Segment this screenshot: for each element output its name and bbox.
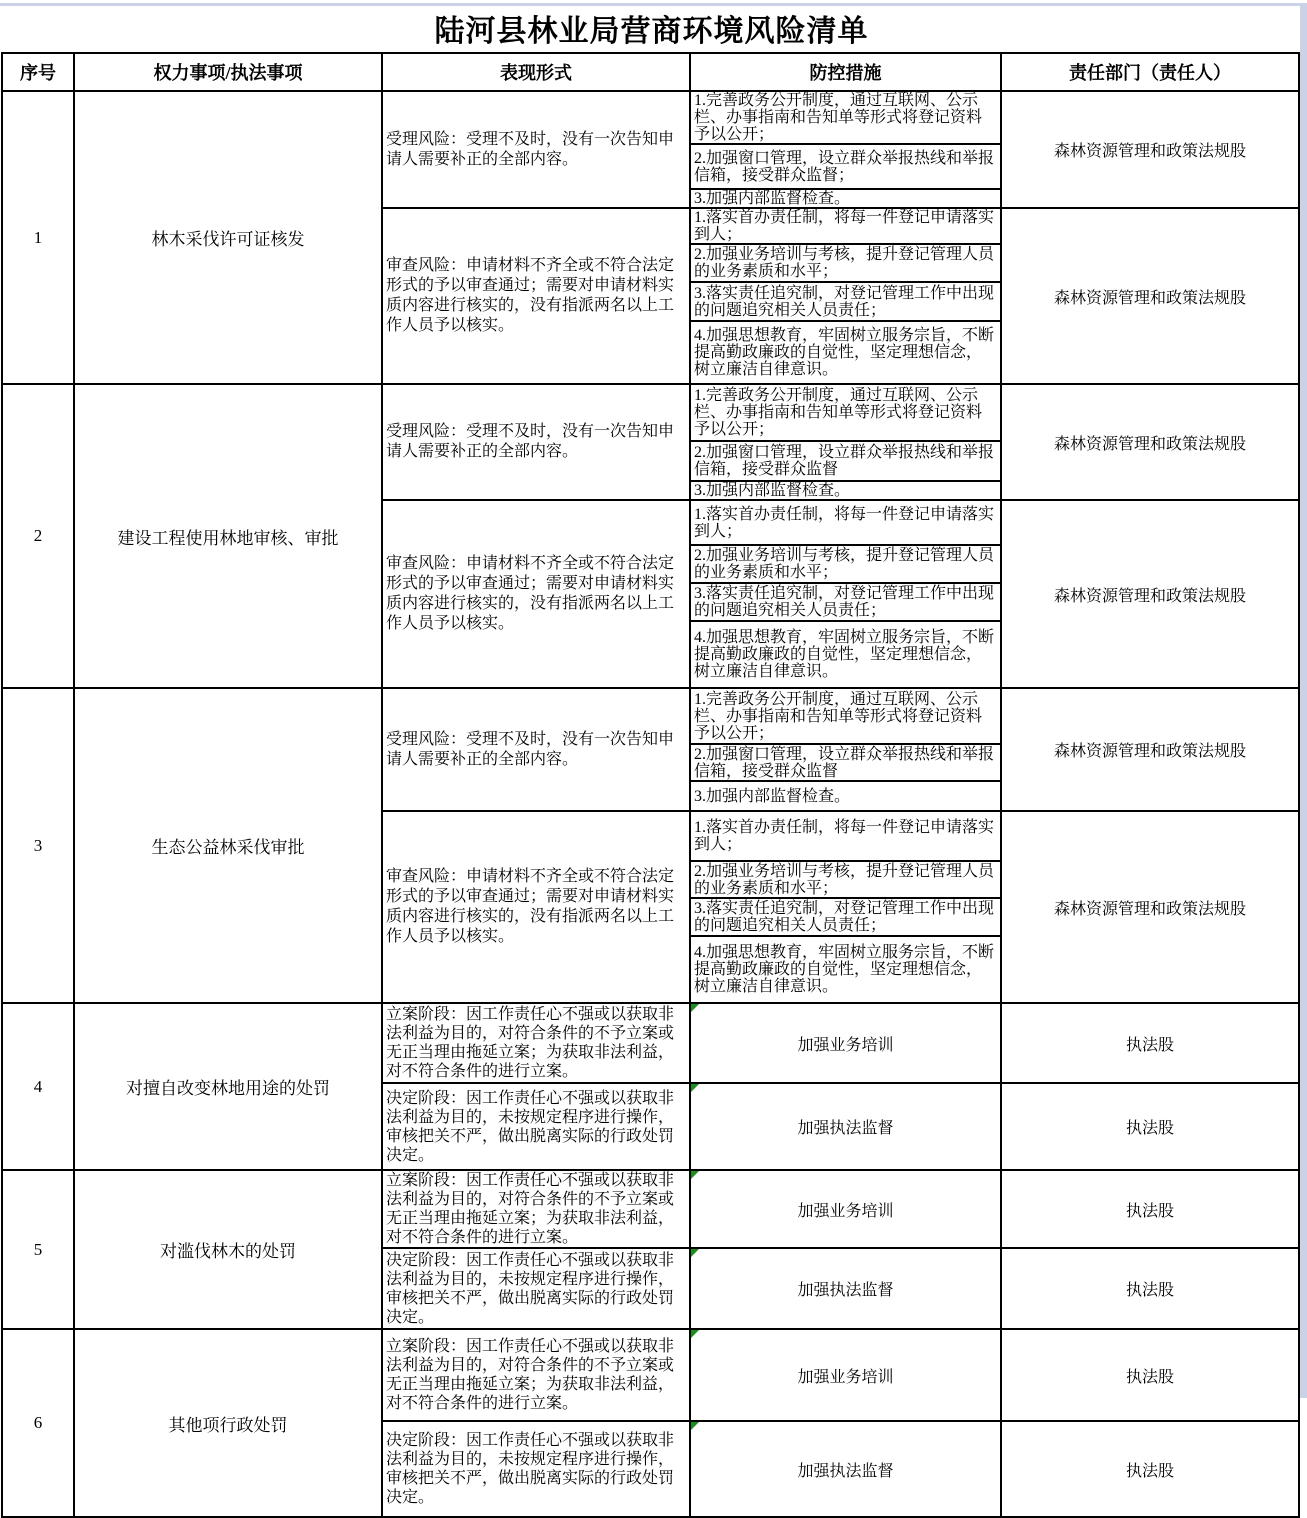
form-cell: 受理风险：受理不及时，没有一次告知申请人需要补正的全部内容。 [382, 384, 690, 500]
matter-cell: 其他项行政处罚 [74, 1329, 382, 1517]
col-header-dept: 责任部门（责任人） [1001, 53, 1299, 91]
col-header-serial: 序号 [2, 53, 74, 91]
col-header-form: 表现形式 [382, 53, 690, 91]
form-cell: 审查风险：申请材料不齐全或不符合法定形式的予以审查通过；需要对申请材料实质内容进行核实的，没有指派两名以上工作人员予以核实。 [382, 500, 690, 688]
dept-cell: 执法股 [1001, 1083, 1299, 1170]
dept-cell: 森林资源管理和政策法规股 [1001, 384, 1299, 500]
measure-cell: 1.完善政务公开制度，通过互联网、公示栏、办事指南和告知单等形式将登记资料予以公开； [690, 91, 1001, 144]
header-row [2, 53, 1299, 91]
measure-cell-flagged: 加强执法监督 [690, 1248, 1001, 1329]
measure-cell: 2.加强业务培训与考核，提升登记管理人员的业务素质和水平； [690, 861, 1001, 898]
measure-cell-flagged: 加强业务培训 [690, 1170, 1001, 1248]
col-header-measure: 防控措施 [690, 53, 1001, 91]
form-cell: 审查风险：申请材料不齐全或不符合法定形式的予以审查通过；需要对申请材料实质内容进行核实的，没有指派两名以上工作人员予以核实。 [382, 208, 690, 384]
serial-cell: 1 [2, 91, 74, 384]
page-edge-top [0, 3, 1307, 6]
table-row [2, 1003, 1299, 1083]
table-row [2, 688, 1299, 744]
measure-cell: 2.加强业务培训与考核，提升登记管理人员的业务素质和水平； [690, 545, 1001, 583]
measure-cell: 3.加强内部监督检查。 [690, 189, 1001, 208]
col-header-matter: 权力事项/执法事项 [74, 53, 382, 91]
measure-cell: 3.落实责任追究制，对登记管理工作中出现的问题追究相关人员责任； [690, 583, 1001, 621]
dept-cell: 执法股 [1001, 1003, 1299, 1083]
measure-cell-flagged: 加强执法监督 [690, 1421, 1001, 1517]
measure-cell: 3.落实责任追究制，对登记管理工作中出现的问题追究相关人员责任； [690, 898, 1001, 936]
dept-cell: 森林资源管理和政策法规股 [1001, 688, 1299, 811]
measure-cell: 3.加强内部监督检查。 [690, 481, 1001, 500]
form-cell: 立案阶段：因工作责任心不强或以获取非法利益为目的，对符合条件的不予立案或无正当理由拖延立案；为获取非法利益，对不符合条件的进行立案。 [382, 1003, 690, 1083]
dept-cell: 森林资源管理和政策法规股 [1001, 500, 1299, 688]
matter-cell: 对滥伐林木的处罚 [74, 1170, 382, 1329]
form-cell: 受理风险：受理不及时，没有一次告知申请人需要补正的全部内容。 [382, 688, 690, 811]
measure-cell: 4.加强思想教育，牢固树立服务宗旨，不断提高勤政廉政的自觉性，坚定理想信念，树立廉洁自律意识。 [690, 321, 1001, 384]
measure-cell: 2.加强窗口管理，设立群众举报热线和举报信箱，接受群众监督； [690, 144, 1001, 189]
form-cell: 受理风险：受理不及时，没有一次告知申请人需要补正的全部内容。 [382, 91, 690, 208]
form-cell: 立案阶段：因工作责任心不强或以获取非法利益为目的，对符合条件的不予立案或无正当理由拖延立案；为获取非法利益，对不符合条件的进行立案。 [382, 1329, 690, 1421]
measure-cell: 1.落实首办责任制，将每一件登记申请落实到人； [690, 811, 1001, 861]
measure-cell: 2.加强业务培训与考核，提升登记管理人员的业务素质和水平； [690, 244, 1001, 282]
matter-cell: 生态公益林采伐审批 [74, 688, 382, 1003]
form-cell: 决定阶段：因工作责任心不强或以获取非法利益为目的，未按规定程序进行操作，审核把关不严，做出脱离实际的行政处罚决定。 [382, 1421, 690, 1517]
serial-cell: 3 [2, 688, 74, 1003]
risk-table [1, 52, 1300, 1518]
table-row [2, 91, 1299, 144]
measure-cell: 1.完善政务公开制度，通过互联网、公示栏、办事指南和告知单等形式将登记资料予以公开； [690, 688, 1001, 744]
dept-cell: 执法股 [1001, 1170, 1299, 1248]
form-cell: 审查风险：申请材料不齐全或不符合法定形式的予以审查通过；需要对申请材料实质内容进行核实的，没有指派两名以上工作人员予以核实。 [382, 811, 690, 1003]
dept-cell: 执法股 [1001, 1248, 1299, 1329]
dept-cell: 执法股 [1001, 1329, 1299, 1421]
measure-cell: 2.加强窗口管理，设立群众举报热线和举报信箱，接受群众监督 [690, 744, 1001, 781]
dept-cell: 森林资源管理和政策法规股 [1001, 208, 1299, 384]
measure-cell: 3.加强内部监督检查。 [690, 781, 1001, 811]
measure-cell: 4.加强思想教育，牢固树立服务宗旨，不断提高勤政廉政的自觉性，坚定理想信念，树立廉洁自律意识。 [690, 936, 1001, 1003]
measure-cell-flagged: 加强业务培训 [690, 1329, 1001, 1421]
measure-cell-flagged: 加强业务培训 [690, 1003, 1001, 1083]
form-cell: 决定阶段：因工作责任心不强或以获取非法利益为目的，未按规定程序进行操作，审核把关不严，做出脱离实际的行政处罚决定。 [382, 1248, 690, 1329]
measure-cell: 1.落实首办责任制，将每一件登记申请落实到人； [690, 500, 1001, 545]
measure-cell-flagged: 加强执法监督 [690, 1083, 1001, 1170]
serial-cell: 5 [2, 1170, 74, 1329]
dept-cell: 森林资源管理和政策法规股 [1001, 91, 1299, 208]
serial-cell: 6 [2, 1329, 74, 1517]
form-cell: 立案阶段：因工作责任心不强或以获取非法利益为目的，对符合条件的不予立案或无正当理由拖延立案；为获取非法利益，对不符合条件的进行立案。 [382, 1170, 690, 1248]
measure-cell: 1.完善政务公开制度，通过互联网、公示栏、办事指南和告知单等形式将登记资料予以公开； [690, 384, 1001, 441]
page-edge-right [1300, 3, 1307, 1398]
table-row [2, 1329, 1299, 1421]
form-cell: 决定阶段：因工作责任心不强或以获取非法利益为目的，未按规定程序进行操作，审核把关不严，做出脱离实际的行政处罚决定。 [382, 1083, 690, 1170]
serial-cell: 4 [2, 1003, 74, 1170]
measure-cell: 3.落实责任追究制，对登记管理工作中出现的问题追究相关人员责任； [690, 282, 1001, 321]
table-row [2, 384, 1299, 441]
measure-cell: 2.加强窗口管理，设立群众举报热线和举报信箱，接受群众监督 [690, 441, 1001, 481]
measure-cell: 4.加强思想教育，牢固树立服务宗旨，不断提高勤政廉政的自觉性，坚定理想信念，树立廉洁自律意识。 [690, 621, 1001, 688]
title-bar [3, 3, 1300, 52]
matter-cell: 建设工程使用林地审核、审批 [74, 384, 382, 688]
matter-cell: 林木采伐许可证核发 [74, 91, 382, 384]
serial-cell: 2 [2, 384, 74, 688]
table-row [2, 1170, 1299, 1248]
matter-cell: 对擅自改变林地用途的处罚 [74, 1003, 382, 1170]
dept-cell: 森林资源管理和政策法规股 [1001, 811, 1299, 1003]
dept-cell: 执法股 [1001, 1421, 1299, 1517]
page-title: 陆河县林业局营商环境风险清单 [434, 14, 869, 48]
measure-cell: 1.落实首办责任制，将每一件登记申请落实到人； [690, 208, 1001, 244]
